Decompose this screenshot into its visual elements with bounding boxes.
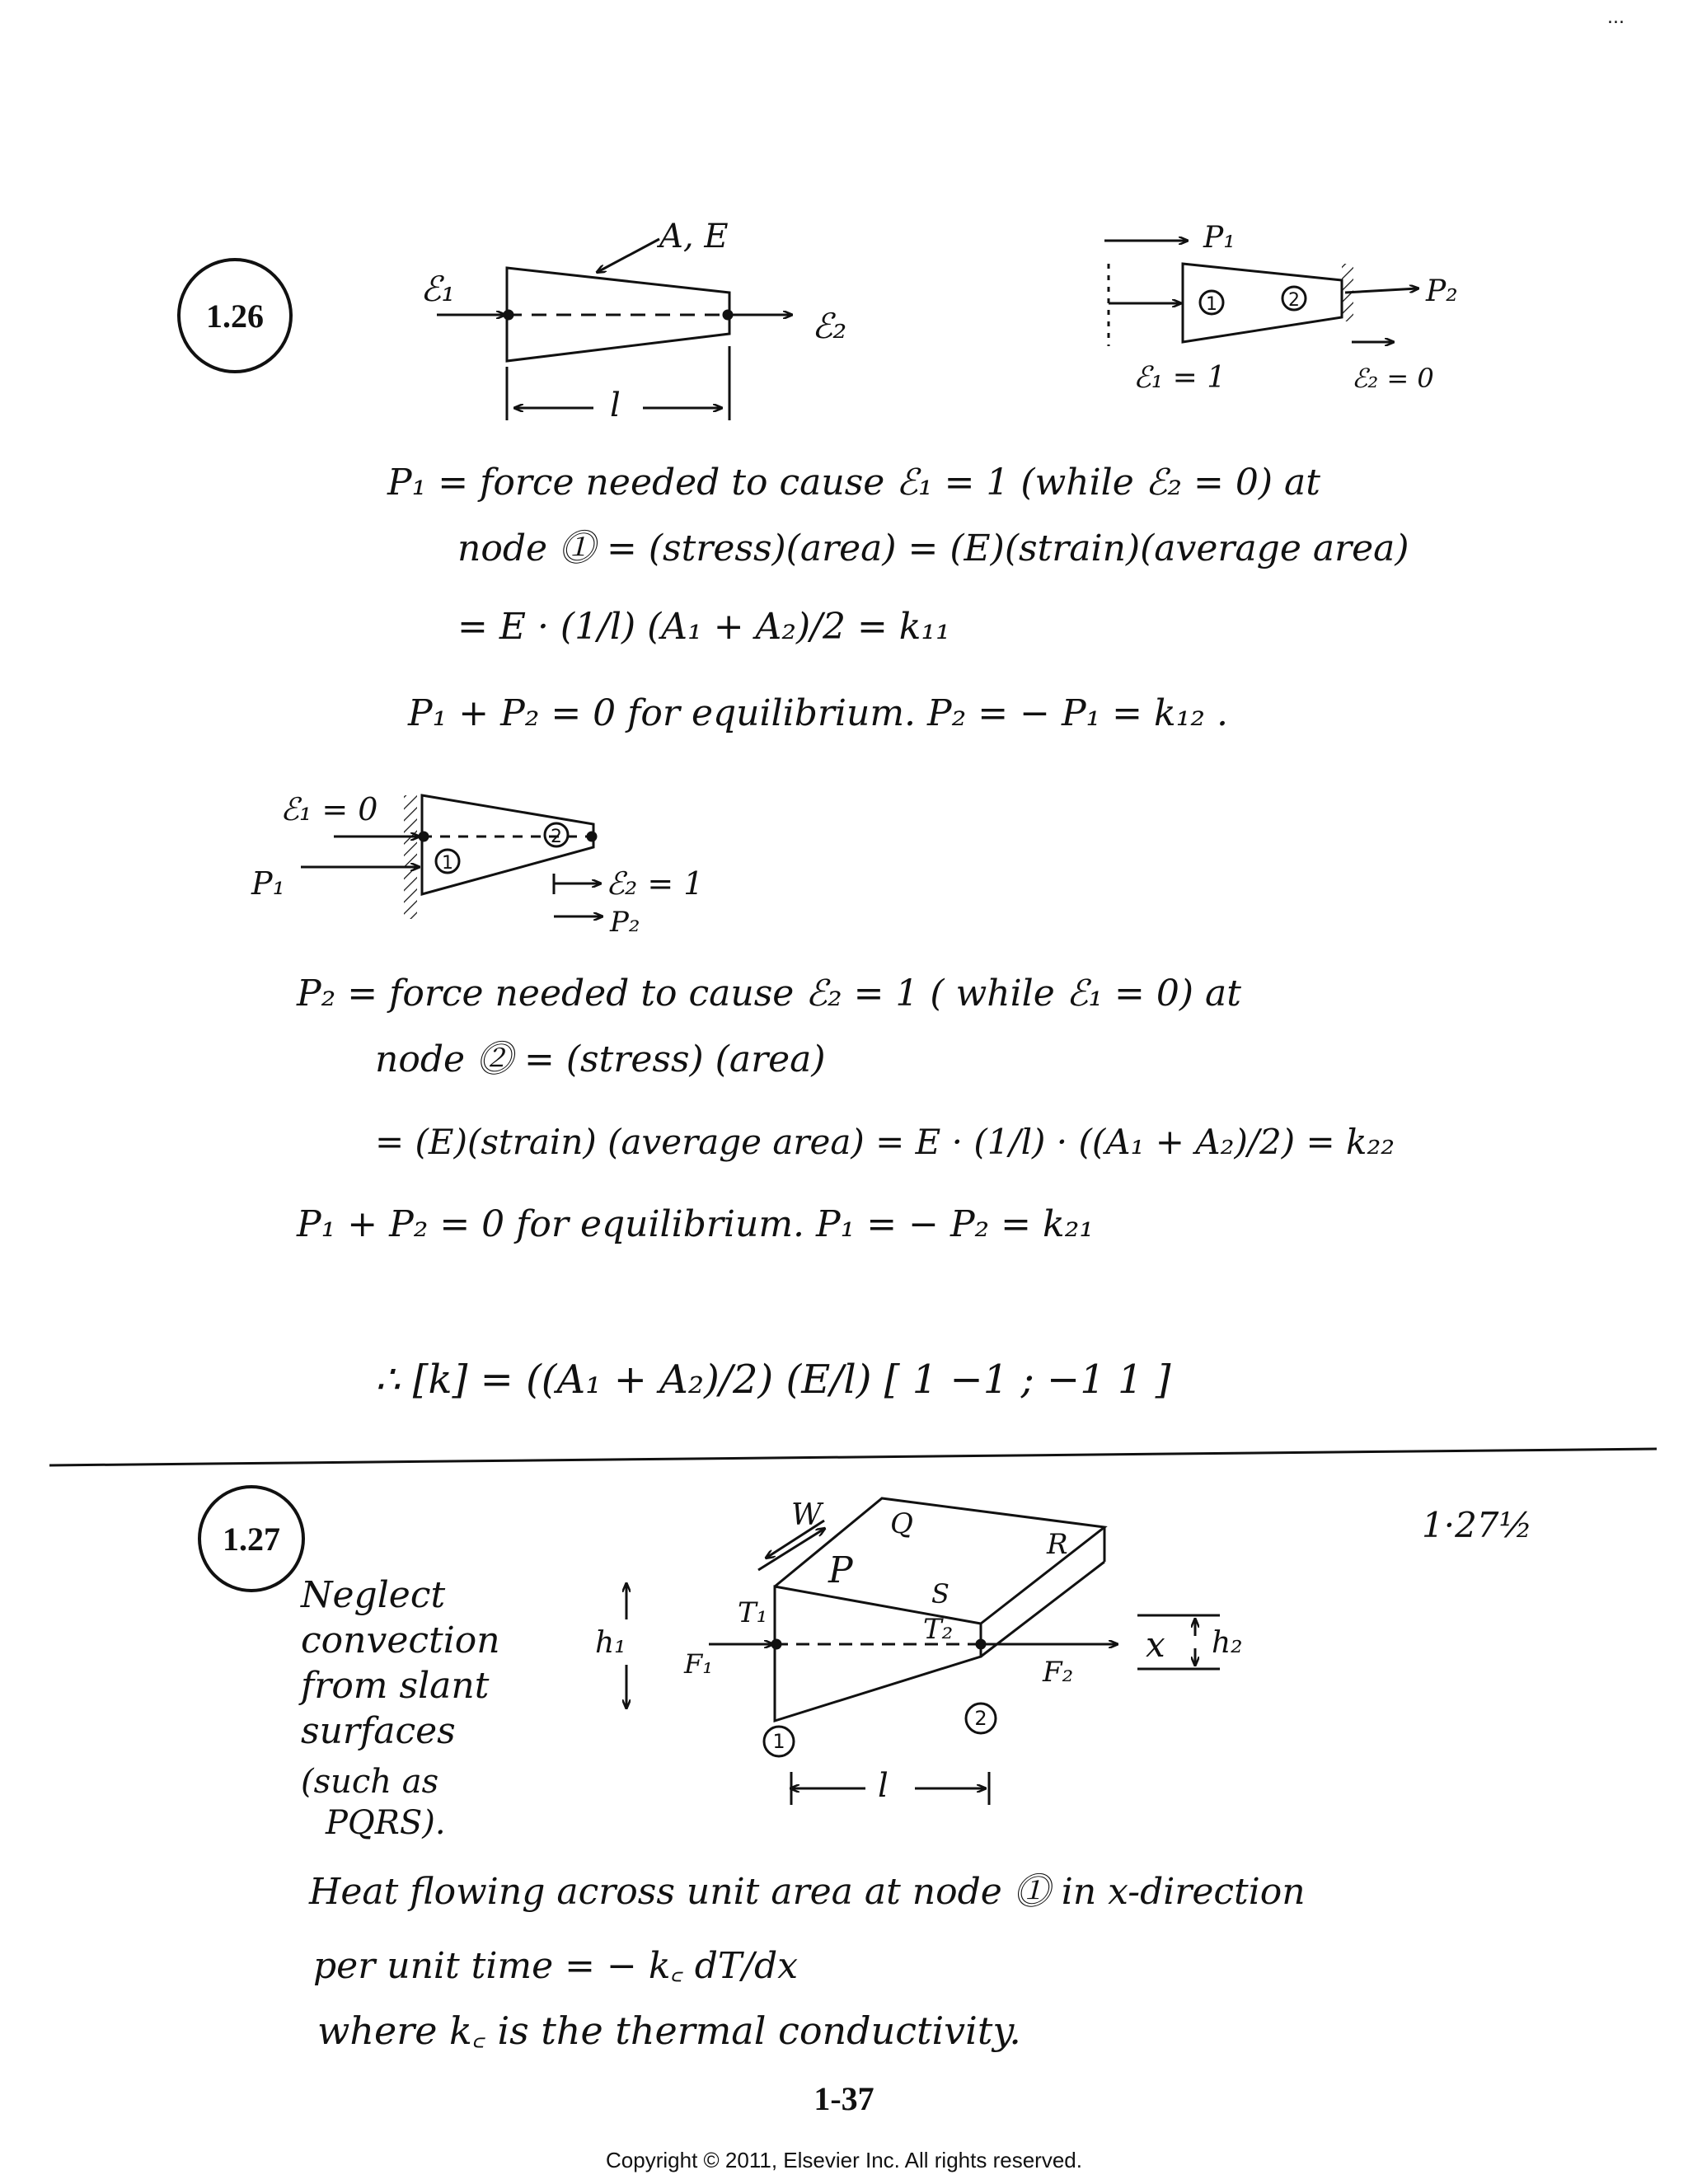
header-dots: ... (1607, 7, 1625, 28)
side-label: 1·27½ (1422, 1505, 1533, 1545)
derivation-line-4: P₁ + P₂ = 0 for equilibrium. P₂ = − P₁ = k₁₂ . (408, 692, 1228, 734)
figure-node1-displacement (1104, 241, 1418, 346)
figure-tapered-fin (626, 1498, 1220, 1805)
derivation-line-1: P₁ = force needed to cause ℰ₁ = 1 (while ℰ₂ = 0) at (387, 462, 1320, 504)
fin-label-T1: T₁ (738, 1596, 768, 1629)
label-P2: P₂ (1426, 274, 1458, 308)
derivation-line-7: = (E)(strain) (average area) = E · (1/l) · ((A₁ + A₂)/2) = k₂₂ (375, 1122, 1395, 1162)
node1-label: 1 (1206, 294, 1217, 315)
fin-label-F1: F₁ (684, 1648, 714, 1680)
fin-node2-label: 2 (974, 1707, 987, 1730)
note-line-5: (such as (301, 1763, 439, 1801)
derivation-line-6: node ⓶ = (stress) (area) (375, 1038, 826, 1080)
note-line-3: from slant (301, 1665, 490, 1707)
problem-1-27 (199, 1487, 1532, 2053)
copyright-notice: Copyright © 2011, Elsevier Inc. All rights reserved. (606, 2148, 1082, 2172)
fig3-P1: P₁ (251, 865, 285, 902)
heat-line-1: Heat flowing across unit area at node ⓵ in x-direction (309, 1871, 1306, 1913)
fin-label-length: l (878, 1767, 889, 1805)
page-number: 1-37 (814, 2080, 874, 2117)
fig3-node1-label: 1 (442, 853, 453, 874)
fin-label-Q: Q (890, 1507, 913, 1540)
derivation-line-5: P₂ = force needed to cause ℰ₂ = 1 ( while ℰ₁ = 0) at (297, 972, 1241, 1015)
fig3-q2-equals-1: ℰ₂ = 1 (606, 865, 704, 902)
fig3-q1-equals-0: ℰ₁ = 0 (280, 791, 378, 827)
fin-label-W: W (791, 1498, 823, 1532)
label-length: l (610, 387, 621, 424)
note-line-6: PQRS). (326, 1804, 446, 1842)
heat-line-3: where k꜀ is the thermal conductivity. (317, 2008, 1021, 2053)
label-area-modulus: A, E (659, 218, 729, 255)
label-q1: ℰ₁ (420, 269, 456, 309)
node2-label: 2 (1288, 290, 1300, 311)
fin-label-P: P (828, 1549, 853, 1591)
fig3-node2-label: 2 (551, 827, 562, 847)
label-q2: ℰ₂ (812, 306, 847, 346)
problem-number: 1.26 (206, 298, 264, 335)
fin-label-F2: F₂ (1043, 1656, 1074, 1689)
note-line-2: convection (301, 1619, 500, 1661)
fin-label-S: S (931, 1578, 950, 1610)
stiffness-matrix-result: ∴ [k] = ((A₁ + A₂)/2) (E/l) [ 1 −1 ; −1 1 ] (375, 1357, 1171, 1403)
problem-number-127: 1.27 (223, 1521, 280, 1558)
derivation-line-8: P₁ + P₂ = 0 for equilibrium. P₁ = − P₂ = k₂₁ (297, 1203, 1094, 1245)
label-q2-equals-0: ℰ₂ = 0 (1352, 363, 1434, 394)
fin-label-R: R (1047, 1528, 1068, 1561)
fin-node1-label: 1 (772, 1730, 785, 1753)
note-line-4: surfaces (301, 1710, 456, 1752)
fig3-P2: P₂ (610, 906, 640, 939)
fin-label-x: x (1146, 1624, 1165, 1665)
derivation-line-2: node ⓵ = (stress)(area) = (E)(strain)(average area) (457, 527, 1409, 569)
section-divider (49, 1449, 1657, 1465)
fin-label-h1: h₁ (595, 1626, 626, 1660)
label-q1-equals-1: ℰ₁ = 1 (1133, 361, 1226, 395)
derivation-line-3: = E · (1/l) (A₁ + A₂)/2 = k₁₁ (457, 606, 950, 648)
problem-1-26 (179, 218, 1458, 1403)
note-line-1: Neglect (301, 1574, 446, 1616)
label-P1: P₁ (1203, 221, 1236, 255)
heat-line-2: per unit time = − k꜀ dT/dx (313, 1945, 799, 1987)
fin-label-h2: h₂ (1212, 1626, 1243, 1660)
fin-label-T2: T₂ (923, 1613, 954, 1646)
